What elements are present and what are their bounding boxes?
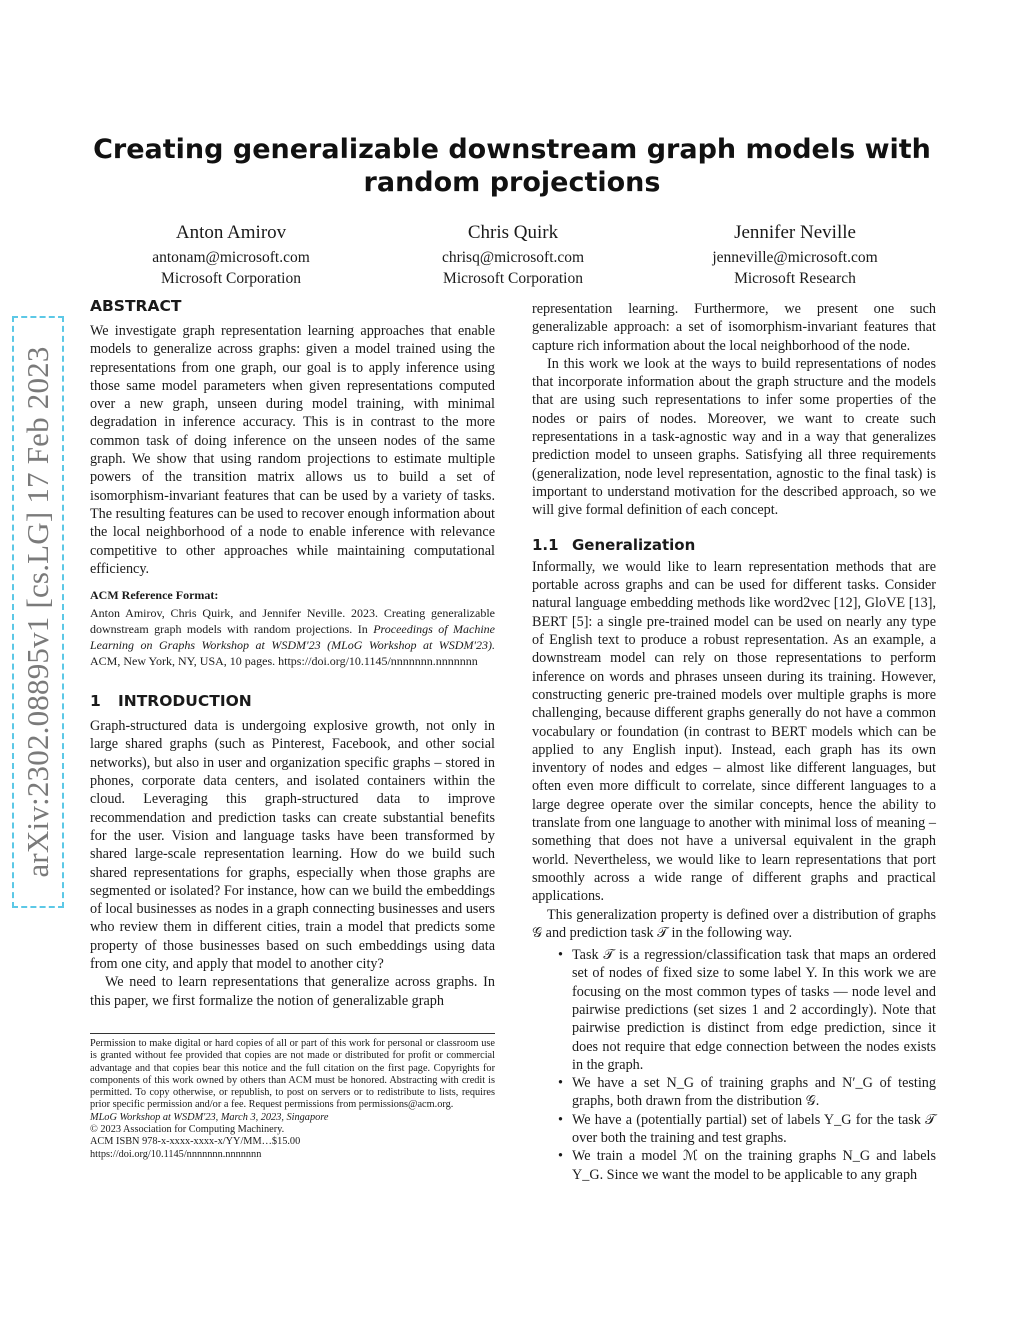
isbn-line: ACM ISBN 978-x-xxxx-xxxx-x/YY/MM…$15.00 xyxy=(90,1136,301,1148)
intro-paragraph-1: Graph-structured data is undergoing explosive growth, not only in large shared graphs (such as Pinterest, Facebook, and other social networks), but also in user and organization specific graphs – stored in phones, corporate data centers, and isolated containers within the cloud. Leveraging this graph-structured data to improve recommendation and prediction tasks can create substantial benefits for the user. Vision and language tasks have been transformed by shared large-scale representation learning. How do we build such shared representations for graphs, especially when those graphs are segmented or isolated? For instance, how can we build the embeddings of local businesses as nodes in a graph connecting businesses and users who review them in different cities, train a model that predicts some property of those businesses based on such embeddings using data from one city, and apply that model to another city? xyxy=(90,718,495,973)
author-email: jenneville@microsoft.com xyxy=(712,249,878,266)
author-block xyxy=(90,220,936,289)
section-number: 1 xyxy=(90,692,101,711)
generalization-paragraph-1: Informally, we would like to learn representation methods that are portable across graphs and can be used for different tasks. Consider natural language embedding methods like word2vec [12], GloVE [13], BERT [5]: a single pre-trained model can be used on nearly any type of English text to produce a robust representation. As an example, a downstream model can rely on those representations to perform inference on words and phrases unseen during its training. However, constructing generic pre-trained models over multiple graphs is more challenging, because different graphs generally do not have a common vocabulary or foundation (in contrast to BERT models which can be applied to any English input). Instead, each graph has its own inventory of nodes and edges – almost like different languages, but often even more difficult to correlate, since different languages to a large degree operate over the similar concepts, hence the ability to translate from one language to another with minimal loss of meaning – something that does not have a universal equivalent in the graph world. Nevertheless, we would like to learn representations that port smoothly across a wide range of different graphs and practical applications. xyxy=(532,558,936,905)
permission-notice: Permission to make digital or hard copies of all or part of this work for personal or classroom use is granted without fee provided that copies are not made or distributed for profit or commercial advantage and that copies bear this notice and the full citation on the first page. Copyrights for components of this work owned by others than ACM must be honored. Abstracting with credit is permitted. To copy otherwise, or republish, to post on servers or to redistribute to lists, requires prior specific permission and/or a fee. Request permissions from permissions@acm.org. xyxy=(90,1038,495,1111)
author xyxy=(372,220,654,289)
acm-reference-venue: Proceedings of Machine Learning on Graphs Workshop at WSDM'23 (MLoG Workshop at WSDM'23). xyxy=(90,622,495,653)
list-item: • We train a model ℳ on the training graphs N_G and labels Y_G. Since we want the model to be applicable to any graph xyxy=(572,1147,936,1184)
abstract-text: We investigate graph representation learning approaches that enable models to generalize across graphs: given a model trained using the representations from one graph, our goal is to apply inference using those same model parameters when given representations computed over a new graph, unseen during model training, with minimal degradation in inference accuracy. This is in contrast to the more common task of doing inference on the unseen nodes of the same graph. We show that using random projections to estimate multiple powers of the transition matrix allows us to build a set of isomorphism-invariant features that can be used by a variety of tasks. The resulting features can be used to recover enough information about the local neighborhood of a node to enable inference with relevance competitive to other approaches while maintaining computational efficiency. xyxy=(90,323,495,577)
copyright-footnote xyxy=(90,1033,495,1161)
acm-reference-label: ACM Reference Format: xyxy=(90,588,219,603)
author-name: Chris Quirk xyxy=(467,222,559,243)
author-affiliation: Microsoft Corporation xyxy=(443,270,583,287)
copyright-line: © 2023 Association for Computing Machinery. xyxy=(90,1124,285,1136)
intro-paragraph-2: We need to learn representations that generalize across graphs. In this paper, we first formalize the notion of generalizable graph xyxy=(90,974,495,1009)
intro-paragraph-4: In this work we look at the ways to build representations of nodes that incorporate information about the graph structure and the models that are using such representations to infer some properties of the nodes or pairs of nodes. Moreover, we want to create such representations in a task-agnostic way and in a way that generalizes prediction model to unseen graphs. Satisfying all three requirements (generalization, node level representation, agnostic to the final task) is important to understand motivation for the described approach, so we will give formal definition of each concept. xyxy=(532,355,936,519)
acm-reference xyxy=(90,605,495,669)
abstract-heading: ABSTRACT xyxy=(90,297,182,315)
author-affiliation: Microsoft Research xyxy=(734,270,856,287)
definition-list xyxy=(532,946,936,1184)
generalization-heading xyxy=(532,536,936,554)
subsection-title: Generalization xyxy=(572,535,696,554)
doi-line: https://doi.org/10.1145/nnnnnnn.nnnnnnn xyxy=(90,1148,262,1160)
author-name: Anton Amirov xyxy=(175,222,287,243)
list-item: • Task 𝒯 is a regression/classification task that maps an ordered set of nodes of fixed size to some label Y. In this work we are focusing on the most common types of tasks — node level and pairwise predictions (set sizes 1 and 2 accordingly). Note that pairwise prediction is distinct from edge prediction, since it does not require that edge connection between the nodes exists in the graph. xyxy=(572,946,936,1074)
acm-reference-tail: ACM, New York, NY, USA, 10 pages. https://doi.org/10.1145/nnnnnnn.nnnnnnn xyxy=(90,654,478,669)
author xyxy=(90,220,372,289)
paper-title: Creating generalizable downstream graph models with random projections xyxy=(93,134,931,198)
arxiv-stamp xyxy=(12,316,64,908)
author-email: chrisq@microsoft.com xyxy=(441,249,585,266)
author-affiliation: Microsoft Corporation xyxy=(161,270,301,287)
right-column xyxy=(532,300,936,1184)
venue-line: MLoG Workshop at WSDM'23, March 3, 2023, Singapore xyxy=(90,1111,329,1123)
section-title: INTRODUCTION xyxy=(118,692,252,711)
intro-paragraph-3: representation learning. Furthermore, we present one such generalizable approach: a set of isomorphism-invariant features that capture rich information about the local neighborhood of the node. xyxy=(532,301,936,354)
left-column xyxy=(90,296,495,1010)
author xyxy=(654,220,936,289)
author-name: Jennifer Neville xyxy=(734,222,856,243)
arxiv-id: arXiv:2302.08895v1 [cs.LG] 17 Feb 2023 xyxy=(20,346,55,878)
intro-heading xyxy=(90,691,495,711)
list-item: • We have a set N_G of training graphs and N′_G of testing graphs, both drawn from the distribution 𝒢. xyxy=(572,1074,936,1111)
acm-reference-authors: Anton Amirov, Chris Quirk, and Jennifer Neville. 2023. Creating generalizable downstream graph models with random projections. In xyxy=(90,606,495,637)
list-item: • We have a (potentially partial) set of labels Y_G for the task 𝒯 over both the training and test graphs. xyxy=(572,1111,936,1148)
subsection-number: 1.1 xyxy=(532,535,559,554)
generalization-paragraph-2: This generalization property is defined over a distribution of graphs 𝒢 and prediction task 𝒯 in the following way. xyxy=(532,906,936,941)
author-email: antonam@microsoft.com xyxy=(152,249,310,266)
